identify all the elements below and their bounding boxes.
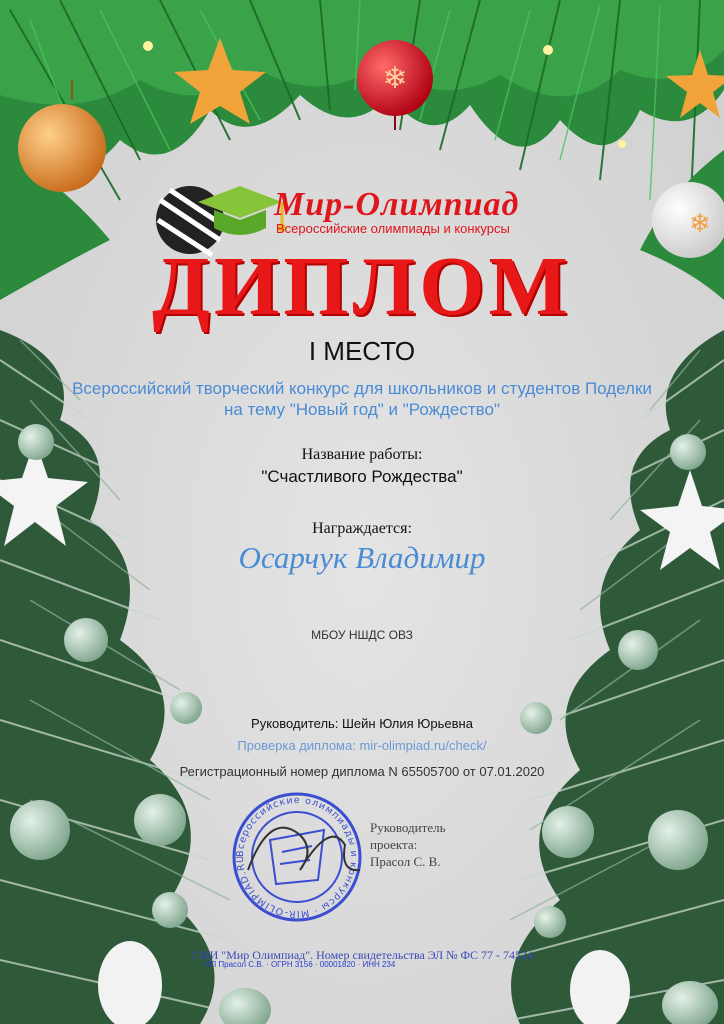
work-label: Название работы: [301, 446, 423, 463]
check-link[interactable]: Проверка диплома: mir-olimpiad.ru/check/ [237, 738, 487, 753]
footer-license: СМИ "Мир Олимпиад". Номер свидетельства ЭЛ № ФС 77 - 74524 [190, 948, 534, 962]
svg-text:❄: ❄ [382, 61, 408, 96]
logo-subtitle: Всероссийские олимпиады и конкурсы [276, 221, 510, 236]
awarded-label: Награждается: [312, 520, 412, 537]
contest-line-1: Всероссийский творческий конкурс для школьников и студентов Поделки [72, 379, 652, 398]
work-title: "Счастливого Рождества" [261, 467, 463, 486]
svg-text:❄: ❄ [689, 209, 711, 239]
stamp-inner-text: ИП Прасол С.В. · ОГРН 3156 · 00001820 · ИНН 234 [204, 960, 396, 969]
awardee-name: Осарчук Владимир [238, 540, 486, 575]
diploma-title: ДИПЛОМ [152, 240, 572, 333]
supervisor: Руководитель: Шейн Юлия Юрьевна [251, 716, 473, 731]
contest-line-2: на тему "Новый год" и "Рождество" [223, 400, 500, 419]
contest-name [0, 378, 724, 420]
gold-ornament-icon [18, 104, 106, 192]
logo-name: Мир-Олимпиад [274, 186, 520, 223]
registration-number: Регистрационный номер диплома N 65505700 от 07.01.2020 [179, 764, 545, 779]
left-frosted-tree [0, 330, 271, 1024]
signature-name: Прасол С. В. [370, 854, 441, 869]
right-frosted-tree [500, 330, 724, 1024]
diploma-place: I МЕСТО [308, 336, 416, 366]
stamp-outer-text: Всероссийские олимпиады и конкурсы · MIR-OLIMPIAD.RU [234, 794, 360, 920]
organization: МБОУ НШДС ОВЗ [311, 628, 413, 642]
official-stamp [234, 794, 360, 920]
signature-project: проекта: [370, 837, 418, 852]
signature-role: Руководитель [370, 820, 446, 835]
